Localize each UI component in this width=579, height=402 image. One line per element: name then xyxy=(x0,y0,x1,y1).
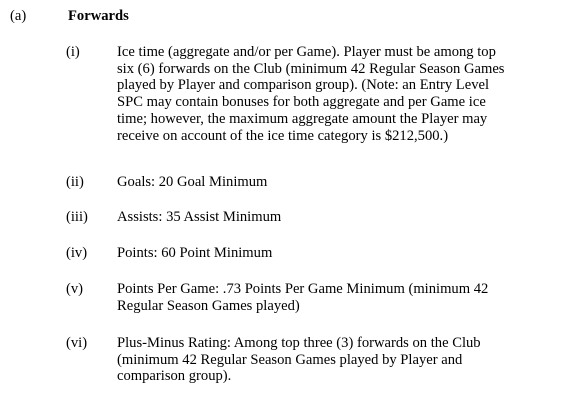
text-line: Goals: 20 Goal Minimum xyxy=(117,174,268,190)
text-line: Assists: 35 Assist Minimum xyxy=(117,209,282,225)
text-line: (minimum 42 Regular Season Games played by Player and xyxy=(117,351,463,368)
item-text xyxy=(117,281,567,314)
text-line: Plus-Minus Rating: Among top three (3) forwards on the Club xyxy=(117,335,481,351)
item-marker: (iii) xyxy=(66,209,88,225)
item-text xyxy=(117,44,567,144)
item-marker: (iv) xyxy=(66,245,88,261)
text-line: time; however, the maximum aggregate amount the Player may xyxy=(117,110,488,127)
item-text xyxy=(117,335,567,385)
text-line: six (6) forwards on the Club (minimum 42 Regular Season Games xyxy=(117,60,505,77)
text-line: receive on account of the ice time category is $212,500.) xyxy=(117,127,449,144)
section-marker: (a) xyxy=(10,8,27,24)
text-line: Points: 60 Point Minimum xyxy=(117,245,273,261)
text-line: Points Per Game: .73 Points Per Game Minimum (minimum 42 xyxy=(117,281,489,297)
item-text xyxy=(117,209,567,226)
text-line: comparison group). xyxy=(117,368,232,385)
item-marker: (i) xyxy=(66,44,80,60)
text-line: Ice time (aggregate and/or per Game). Player must be among top xyxy=(117,44,496,60)
item-marker: (vi) xyxy=(66,335,88,351)
text-line: Regular Season Games played) xyxy=(117,297,300,314)
item-marker: (v) xyxy=(66,281,84,297)
text-line: SPC may contain bonuses for both aggregate and per Game ice xyxy=(117,94,486,111)
item-text xyxy=(117,174,567,191)
item-marker: (ii) xyxy=(66,174,84,190)
item-text xyxy=(117,245,567,262)
section-title: Forwards xyxy=(68,8,129,24)
text-line: played by Player and comparison group). (Note: an Entry Level xyxy=(117,77,490,94)
